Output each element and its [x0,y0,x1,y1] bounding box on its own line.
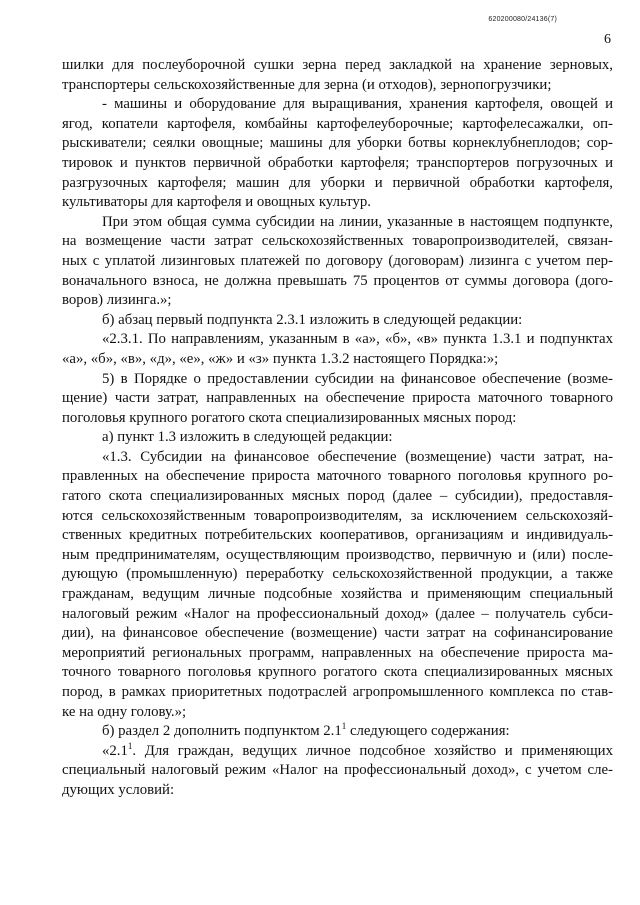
text-line: «а», «б», «в», «д», «е», «ж» и «з» пункта 1.3.2 настоящего Порядка:»; [62,350,499,367]
text-line: транспортеры сельскохозяйственные для зерна (и отходов), зернопогрузчики; [62,76,552,93]
text-line: При этом общая сумма субсидии на линии, указанные в настоящем подпункте, [102,213,613,230]
text-line: налоговый режим «Налог на профессиональный доход» (далее – получатель субси- [62,605,613,622]
text-line: пород, в рамках приоритетных подотраслей агропромышленного комплекса по став- [62,684,613,700]
text-fragment: . Для граждан, ведущих личное подсобное хозяйство и применяющих [132,742,613,759]
text-line: - машины и оборудование для выращивания, хранения картофеля, овощей и [102,96,613,113]
text-line: разгрузочных картофеля; машин для уборки и первичной обработки картофеля, [62,174,613,191]
text-fragment: следующего содержания: [346,723,510,740]
text-line: «2.3.1. По направлениям, указанным в «а», «б», «в» пункта 1.3.1 и подпунктах [102,331,613,348]
text-line: а) пункт 1.3 изложить в следующей редакции: [102,429,393,446]
text-line: культиваторы для картофеля и овощных культур. [62,194,371,211]
text-line: дующую (промышленную) переработку сельскохозяйственной продукции, а также [62,566,613,583]
text-line [62,742,613,762]
text-line: мероприятий региональных программ, направленных на обеспечение прироста ма- [62,644,613,661]
text-line: ются сельскохозяйственным товаропроизводителям, за исключением сельскохозяй- [62,507,613,524]
text-line: гражданам, ведущим личные подсобные хозяйства и применяющим специальный [62,586,613,603]
text-line: воров) лизинга.»; [62,292,172,309]
text-line: специальный налоговый режим «Налог на профессиональный доход», с учетом сле- [62,762,613,779]
text-line: поголовья крупного рогатого скота специализированных мясных пород: [62,409,517,426]
text-line: правленных на обеспечение прироста маточного товарного поголовья крупного ро- [62,468,613,485]
text-line: щение) части затрат, направленных на обеспечение прироста маточного товарного [62,390,613,407]
text-line [62,722,613,742]
text-line: б) абзац первый подпункта 2.3.1 изложить в следующей редакции: [102,311,523,328]
text-line: тировок и пунктов первичной обработки картофеля; транспортеров погрузочных и [62,154,613,171]
text-line: ственных кредитных потребительских кооперативов, организациям и индивидуаль- [62,527,613,544]
text-line: дующих условий: [62,781,175,798]
text-line: «1.3. Субсидии на финансовое обеспечение (возмещение) части затрат, на- [102,448,613,465]
text-line: гатого скота специализированных мясных пород (далее – субсидии), предоставля- [62,488,613,505]
text-line: ке на одну голову.»; [62,703,187,720]
superscript: 1 [127,741,133,751]
superscript: 1 [341,722,347,732]
document-code: 620200080/24136(7) [488,16,557,23]
text-line: на возмещение части затрат сельскохозяйственных товаропроизводителей, связан- [62,233,613,250]
text-line: дии), на финансовое обеспечение (возмещение) части затрат на софинансирование [62,625,613,642]
text-line: ягод, копатели картофеля, комбайны картофелеуборочные; картофелесажалки, оп- [62,115,613,132]
document-body [62,56,613,801]
text-fragment: «2.1 [102,742,128,759]
text-line: воначального взноса, не должна превышать 75 процентов от суммы договора (дого- [62,272,613,289]
text-line: шилки для послеуборочной сушки зерна перед закладкой на хранение зерновых, [62,57,613,73]
text-line: 5) в Порядке о предоставлении субсидии на финансовое обеспечение (возме- [102,370,613,387]
text-line: ным предпринимателям, осуществляющим производство, первичную и (или) после- [62,546,613,563]
text-line: рыскиватели; сеялки овощные; машины для уборки ботвы корнеклубнеплодов; сор- [62,135,613,152]
page-number: 6 [604,32,611,47]
text-line: ных с уплатой лизинговых платежей по договору (договорам) лизинга с учетом пер- [62,252,613,269]
text-line: точного товарного поголовья крупного рогатого скота специализированных мясных [62,664,613,681]
text-fragment: б) раздел 2 дополнить подпунктом 2.1 [102,723,342,740]
